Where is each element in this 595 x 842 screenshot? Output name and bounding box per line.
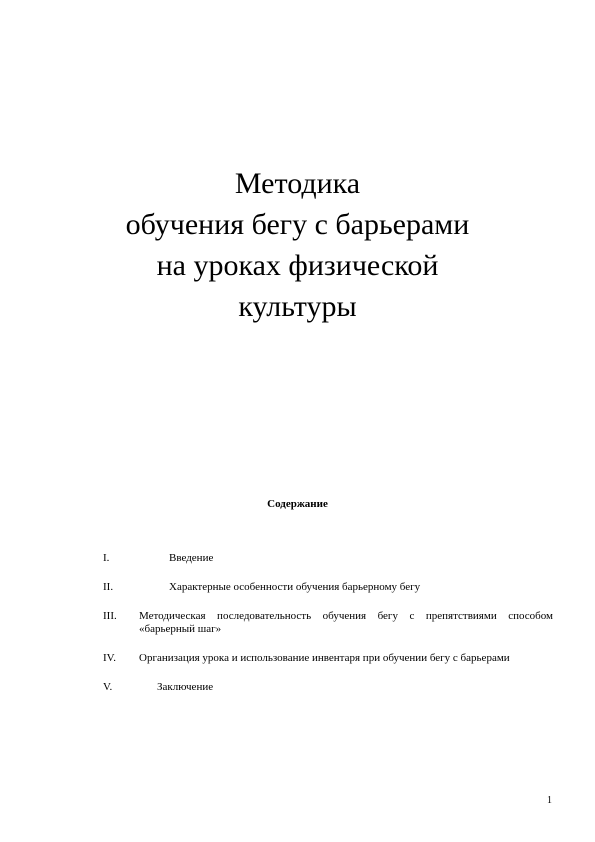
toc-item-number: V. <box>103 681 113 693</box>
title-line-1: Методика <box>234 167 361 200</box>
toc-item-text: Организация урока и использование инвентаря при обучении бегу с барьерами <box>139 652 510 664</box>
toc-heading: Содержание <box>267 498 328 510</box>
toc-item-text: Заключение <box>157 681 214 693</box>
title-line-2: обучения бегу с барьерами <box>125 208 470 241</box>
toc-item-number: I. <box>103 552 110 564</box>
toc-item-number: II. <box>103 581 114 593</box>
toc-item-text: Методическая последовательность обучения бегу с препятствиями способом «барьерный шаг» <box>139 610 553 635</box>
toc-item-text: Введение <box>169 552 214 564</box>
toc-item-introduction <box>103 552 553 565</box>
title-line-4: культуры <box>238 290 357 323</box>
toc-item-text: Характерные особенности обучения барьерному бегу <box>169 581 421 593</box>
toc-item-number: IV. <box>103 652 116 664</box>
document-title <box>0 163 595 327</box>
title-line-3: на уроках физической <box>156 249 439 282</box>
toc-item-conclusion <box>103 681 553 694</box>
page-number: 1 <box>547 795 552 806</box>
toc-item-features <box>103 581 553 594</box>
toc-item-organization <box>103 652 553 665</box>
toc-item-methodology <box>103 610 553 636</box>
toc-item-number: III. <box>103 610 117 622</box>
table-of-contents <box>103 552 553 710</box>
